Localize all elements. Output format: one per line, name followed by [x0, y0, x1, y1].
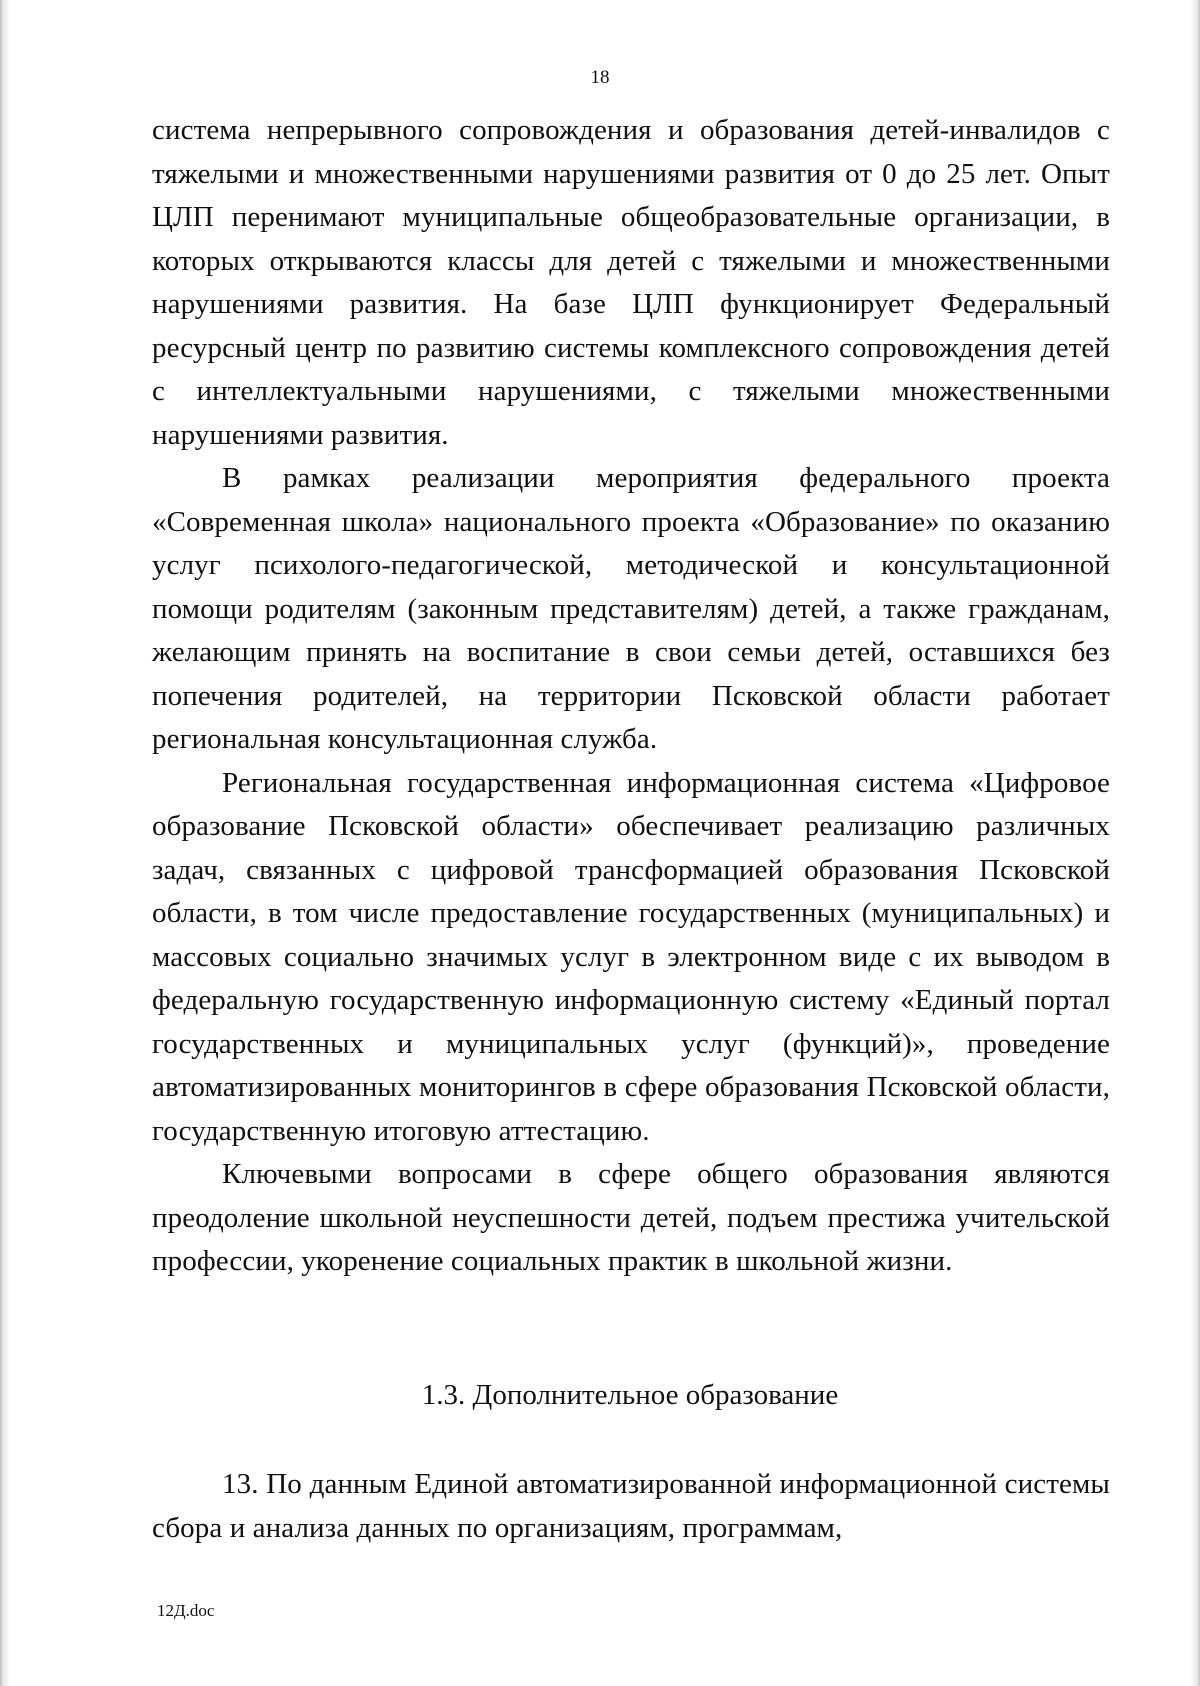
- scan-edge-left: [0, 0, 10, 1686]
- footer-filename: 12Д.doc: [157, 1601, 215, 1620]
- section-body-text: [152, 1463, 1110, 1550]
- paragraph-consultation-service: В рамках реализации мероприятия федерального проекта «Современная школа» национального проекта «Образование» по оказанию услуг психолого-педагогической, методической и консультационной помощи родителям (законным представителям) детей, а также гражданам, желающим принять на воспитание в свои семьи детей, оставшихся без попечения родителей, на территории Псковской области работает региональная консультационная служба.: [152, 462, 1110, 755]
- scan-edge-right: [1190, 0, 1200, 1686]
- section-heading: 1.3. Дополнительное образование: [421, 1379, 839, 1411]
- paragraph-continuation: система непрерывного сопровождения и образования детей-инвалидов с тяжелыми и множественными нарушениями развития от 0 до 25 лет. Опыт ЦЛП перенимают муниципальные общеобразовательные организации, в которых открываются классы для детей с тяжелыми и множественными нарушениями развития. На базе ЦЛП функционирует Федеральный ресурсный центр по развитию системы комплексного сопровождения детей с интеллектуальными нарушениями, с тяжелыми множественными нарушениями развития.: [152, 114, 1110, 451]
- page-number: 18: [590, 67, 610, 88]
- paragraph-section-13: 13. По данным Единой автоматизированной информационной системы сбора и анализа данных по организациям, программам,: [152, 1468, 1110, 1544]
- body-text: [152, 109, 1110, 1284]
- paragraph-key-issues: Ключевыми вопросами в сфере общего образования являются преодоление школьной неуспешности детей, подъем престижа учительской профессии, укоренение социальных практик в школьной жизни.: [152, 1158, 1110, 1277]
- paragraph-digital-education: Региональная государственная информационная система «Цифровое образование Псковской области» обеспечивает реализацию различных задач, связанных с цифровой трансформацией образования Псковской области, в том числе предоставление государственных (муниципальных) и массовых социально значимых услуг в электронном виде с их выводом в федеральную государственную информационную систему «Единый портал государственных и муниципальных услуг (функций)», проведение автоматизированных мониторингов в сфере образования Псковской области, государственную итоговую аттестацию.: [152, 766, 1110, 1147]
